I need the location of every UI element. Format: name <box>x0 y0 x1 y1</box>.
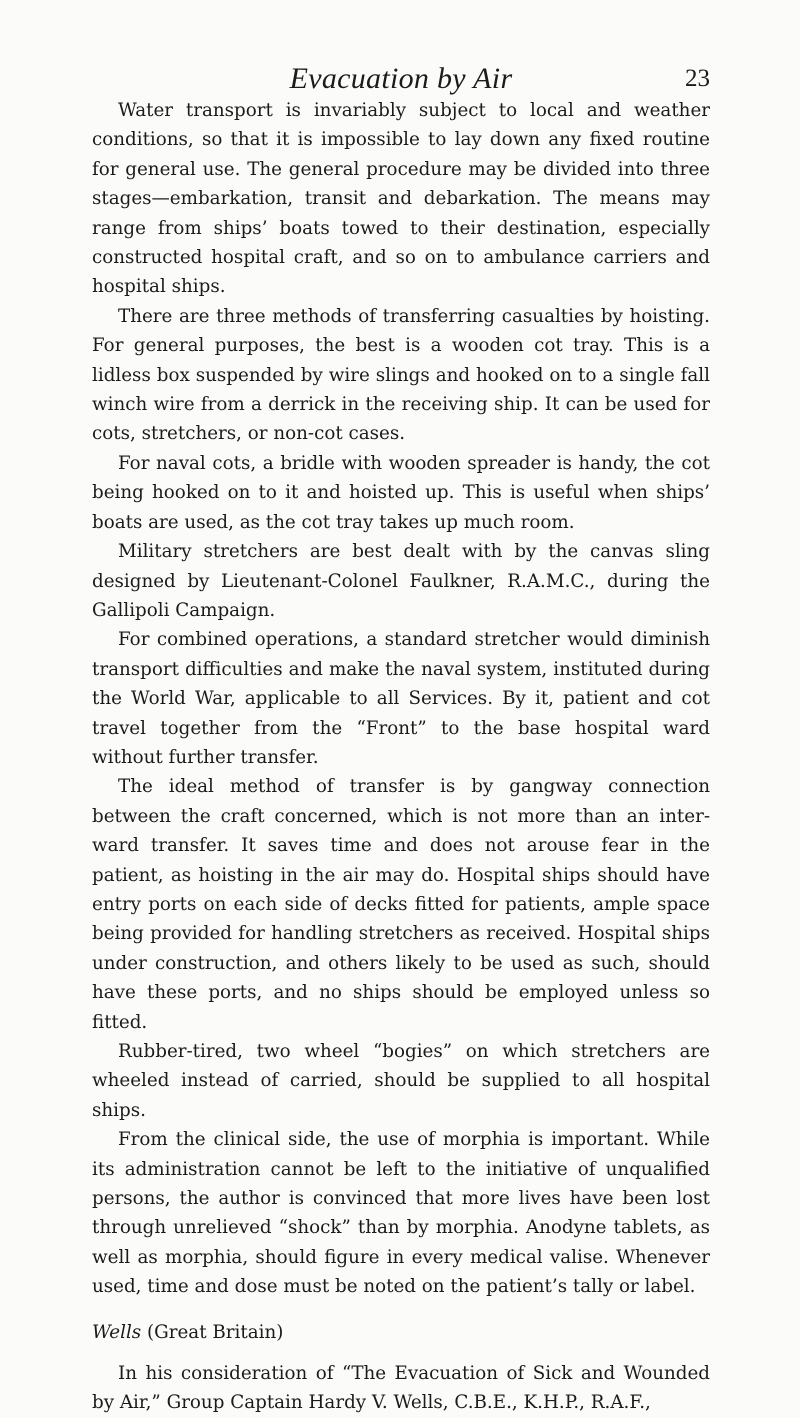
paragraph: There are three methods of transferring casualties by hoisting. For general purposes, the best is a wooden cot tray. This is a lidless box suspended by wire slings and hooked on to a single fall winch wire from a derrick in the receiving ship. It can be used for cots, stretchers, or non-cot cases. <box>92 305 710 445</box>
paragraph: In his consideration of “The Evacuation of Sick and Wounded by Air,” Group Captain Hardy V. Wells, C.B.E., K.H.P., R.A.F., <box>92 1363 710 1414</box>
section-qualifier: (Great Britain) <box>147 1321 284 1343</box>
paragraph: For naval cots, a bridle with wooden spreader is handy, the cot being hooked on to it and hoisted up. This is useful when ships’ boats are used, as the cot tray takes up much room. <box>92 452 710 533</box>
body-text <box>92 96 710 1418</box>
paragraph: Rubber-tired, two wheel “bogies” on which stretchers are wheeled instead of carried, should be supplied to all hospital ships. <box>92 1041 710 1121</box>
page-number: 23 <box>685 65 710 92</box>
paragraph: Water transport is invariably subject to local and weather conditions, so that it is impossible to lay down any fixed routine for general use. The general procedure may be divided into three stages—embarkation, transit and debarkation. The means may range from ships’ boats towed to their destination, especially constructed hospital craft, and so on to ambulance carriers and hospital ships. <box>92 100 710 298</box>
paragraph: From the clinical side, the use of morphia is important. While its administration cannot be left to the initiative of unqualified persons, the author is convinced that more lives have been lost through unrelieved “shock” than by morphia. Anodyne tablets, as well as morphia, should figure in every medical valise. Whenever used, time and dose must be noted on the patient’s tally or label. <box>92 1129 710 1298</box>
running-head <box>92 62 710 96</box>
paragraph: For combined operations, a standard stretcher would diminish transport difficulties and make the naval system, instituted during the World War, applicable to all Services. By it, patient and cot travel together from the “Front” to the base hospital ward without further transfer. <box>92 629 710 768</box>
section-name: Wells <box>92 1321 142 1343</box>
paragraph: The ideal method of transfer is by gangway connection between the craft concerned, which is not more than an inter-ward transfer. It saves time and does not arouse fear in the patient, as hoisting in the air may do. Hospital ships should have entry ports on each side of decks fitted for patients, ample space being provided for handling stretchers as received. Hospital ships under construction, and others likely to be used as such, should have these ports, and no ships should be employed unless so fitted. <box>92 776 710 1033</box>
paragraph: Military stretchers are best dealt with by the canvas sling designed by Lieutenant-Colonel Faulkner, R.A.M.C., during the Gallipoli Campaign. <box>92 541 710 621</box>
running-title: Evacuation by Air <box>289 62 513 95</box>
section-heading <box>92 1318 710 1347</box>
